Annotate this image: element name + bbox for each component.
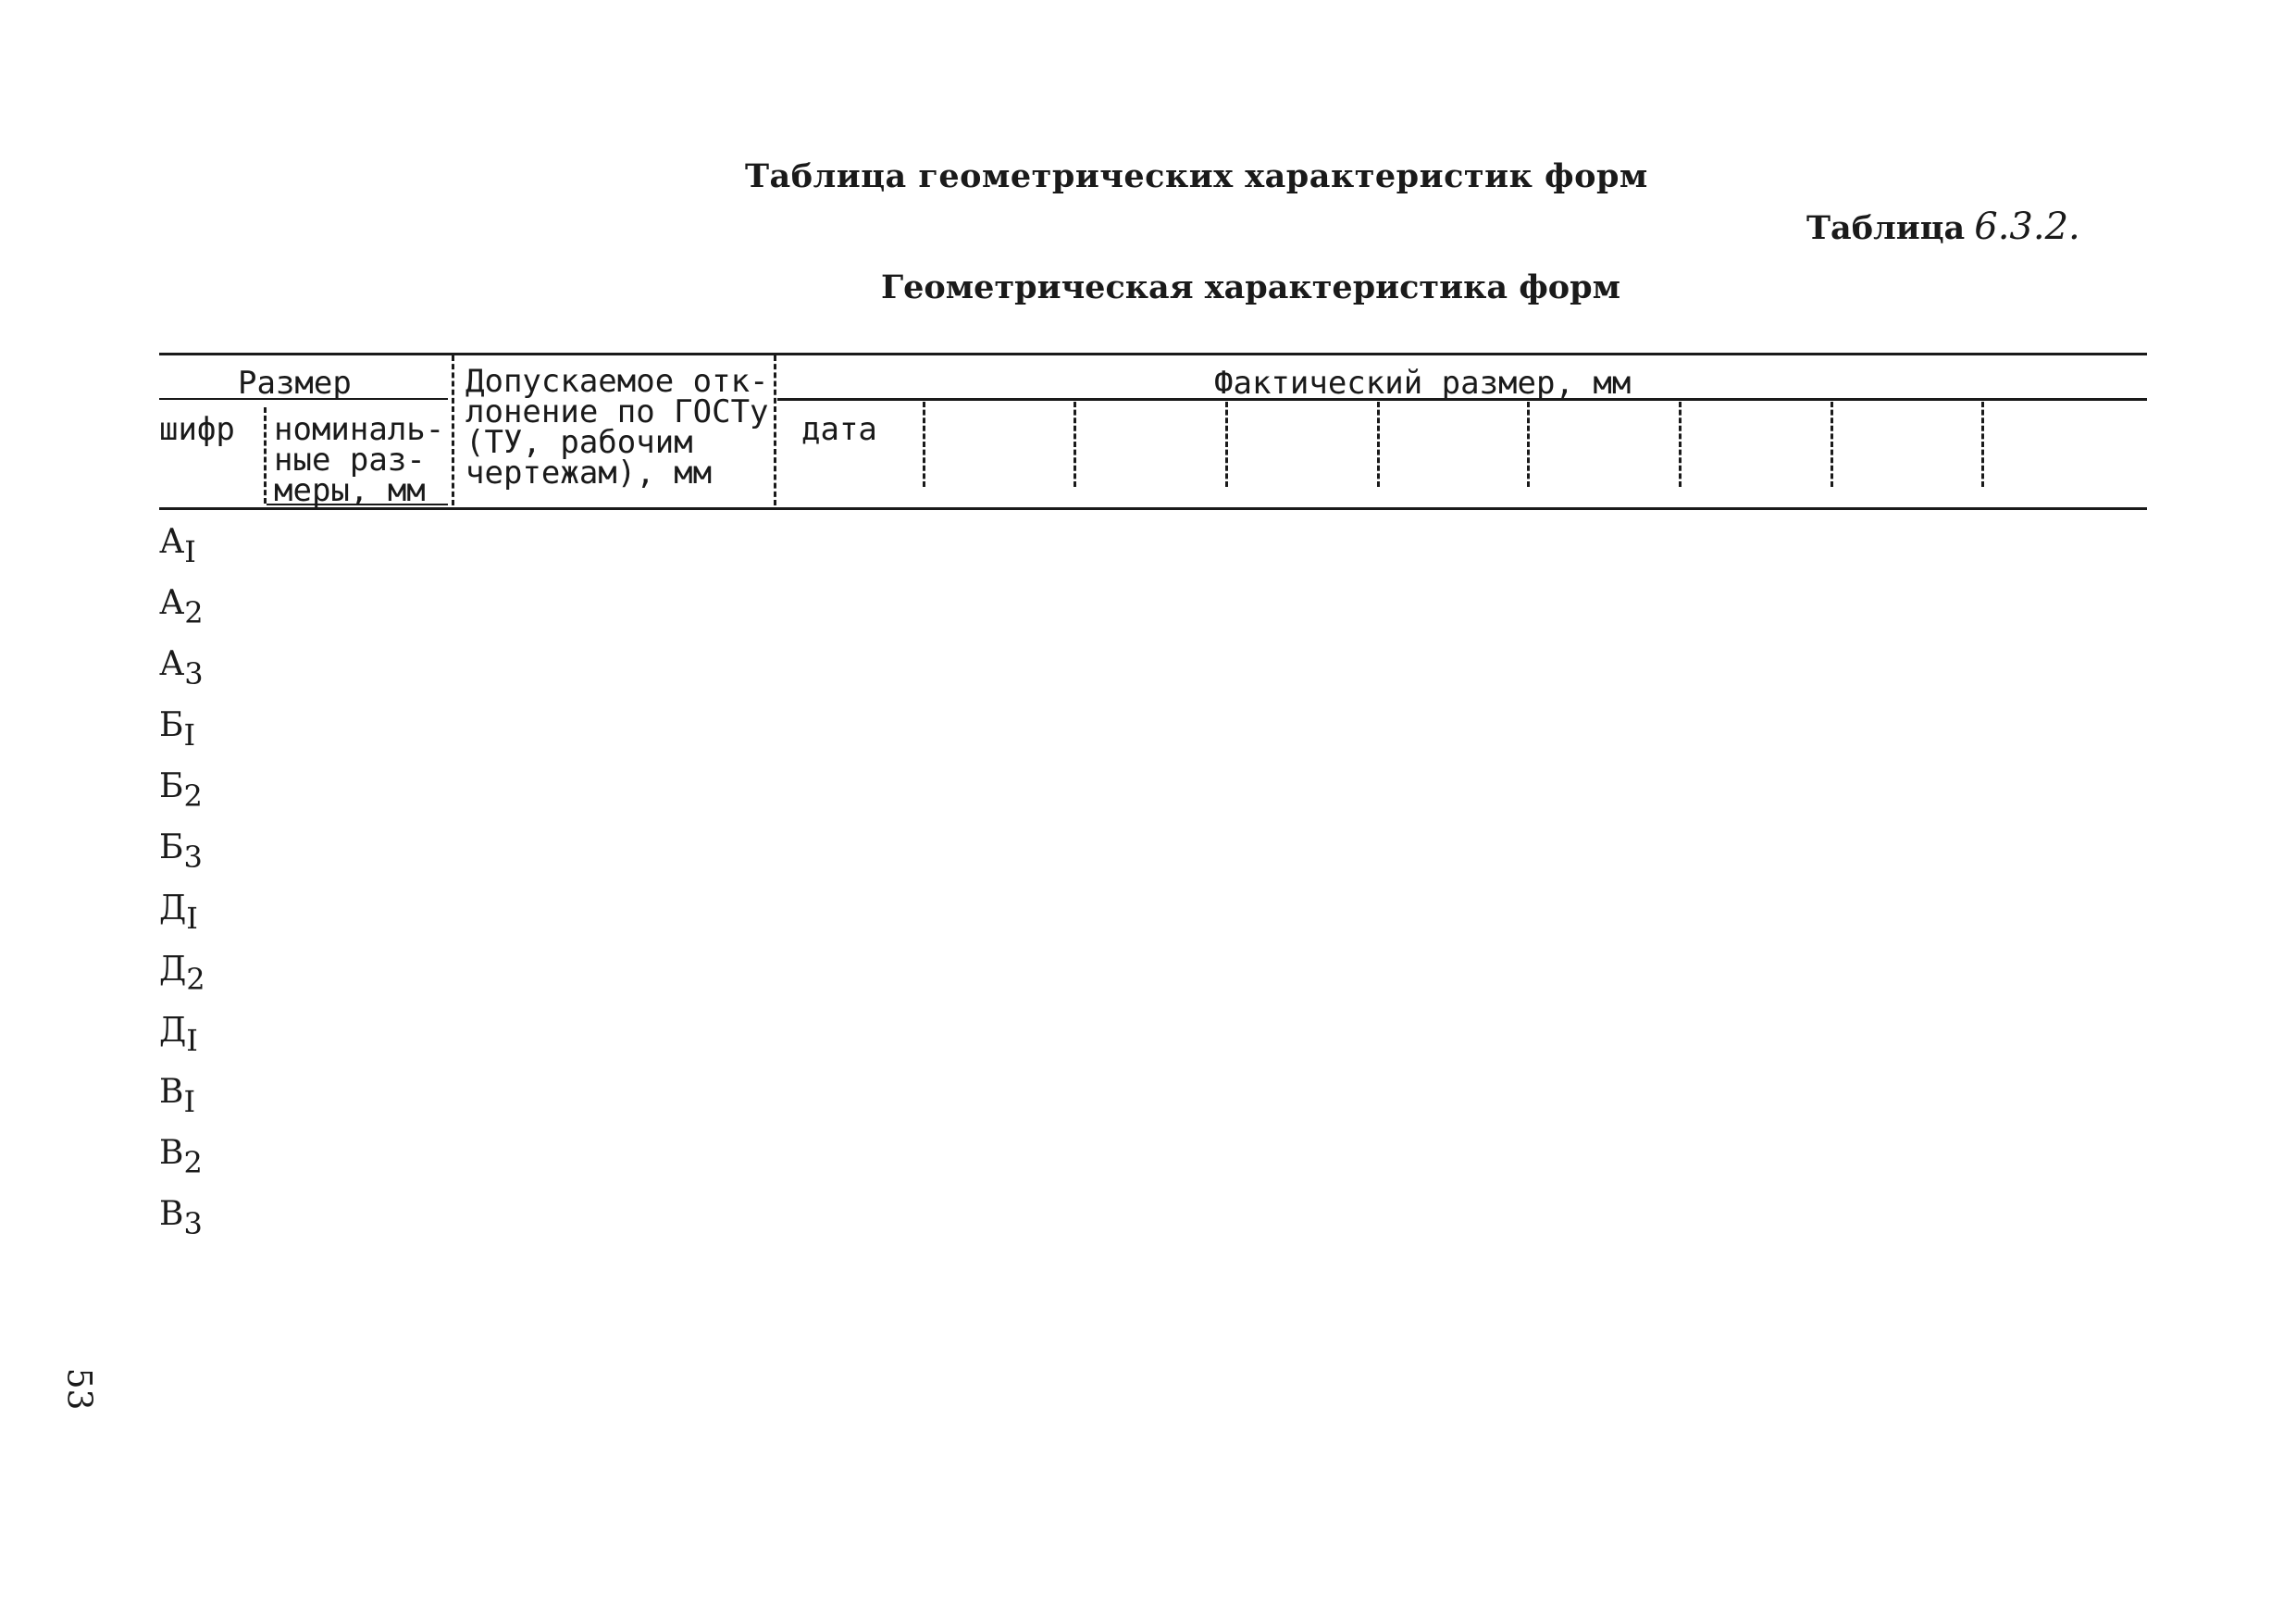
row-code-letter: Д [159,890,187,928]
column-separator [923,402,925,487]
header-nominal-line2: ные раз- [274,442,426,479]
row-code [159,1195,203,1241]
row-code [159,1012,198,1058]
row-code-index: 2 [186,962,205,997]
row-code-index: I [183,1084,196,1119]
table-subtitle: Геометрическая характеристика форм [881,268,1621,306]
row-code-letter: Б [159,767,184,805]
row-code-index: I [184,534,196,569]
column-separator [1225,402,1228,487]
page-title: Таблица геометрических характеристик форм [745,157,1648,195]
row-code [159,584,204,630]
row-code-index: I [183,717,196,753]
row-code-letter: Б [159,706,184,744]
row-code [159,1073,196,1119]
header-bottom-rule [159,507,2147,510]
row-code-letter: А [159,523,185,561]
row-code-index: 3 [183,840,203,875]
table-label [1806,205,2080,248]
row-code-letter: А [159,584,185,622]
row-code-letter: Д [159,1012,187,1050]
header-nominal-line1: номиналь- [274,411,445,448]
row-code-index: I [186,901,198,936]
row-code-index: 3 [183,1206,203,1241]
row-code-index: I [186,1023,198,1058]
column-separator [452,355,454,505]
row-code-letter: В [159,1195,184,1233]
column-separator [264,407,267,504]
column-separator [1377,402,1380,487]
row-code-index: 2 [184,595,204,630]
table-number: 6.3.2. [1974,205,2080,248]
table-top-rule [159,353,2147,355]
page-number: 53 [59,1367,98,1411]
column-separator [774,355,776,505]
row-code [159,706,196,753]
row-code [159,1134,203,1180]
header-size-group: Размер [238,365,352,402]
row-code [159,890,198,936]
header-tolerance-line2: лонение по ГОСТу [465,393,769,430]
row-code-letter: Б [159,828,184,866]
table-label-text: Таблица [1806,209,1966,247]
row-code [159,828,203,875]
row-code-index: 2 [183,1145,203,1180]
column-separator [1527,402,1530,487]
row-code-letter: В [159,1134,184,1172]
header-tolerance-line4: чертежам), мм [465,455,713,492]
header-nominal-line3: меры, мм [274,472,426,509]
header-code: шифр [159,411,235,448]
row-code-letter: Д [159,951,187,989]
column-separator [1981,402,1984,487]
column-separator [1679,402,1682,487]
header-tolerance-line1: Допускаемое отк- [465,363,769,400]
header-date: дата [801,411,877,448]
row-code-letter: А [159,645,185,683]
column-separator [1074,402,1076,487]
row-code-letter: В [159,1073,184,1111]
column-separator [1831,402,1833,487]
row-code [159,523,196,569]
row-code-index: 2 [183,778,203,814]
header-tolerance-line3: (ТУ, рабочим [465,424,693,461]
row-code [159,951,205,997]
header-actual-group: Фактический размер, мм [1214,365,1632,402]
row-code [159,767,203,814]
row-code-index: 3 [184,656,204,691]
row-code [159,645,204,691]
